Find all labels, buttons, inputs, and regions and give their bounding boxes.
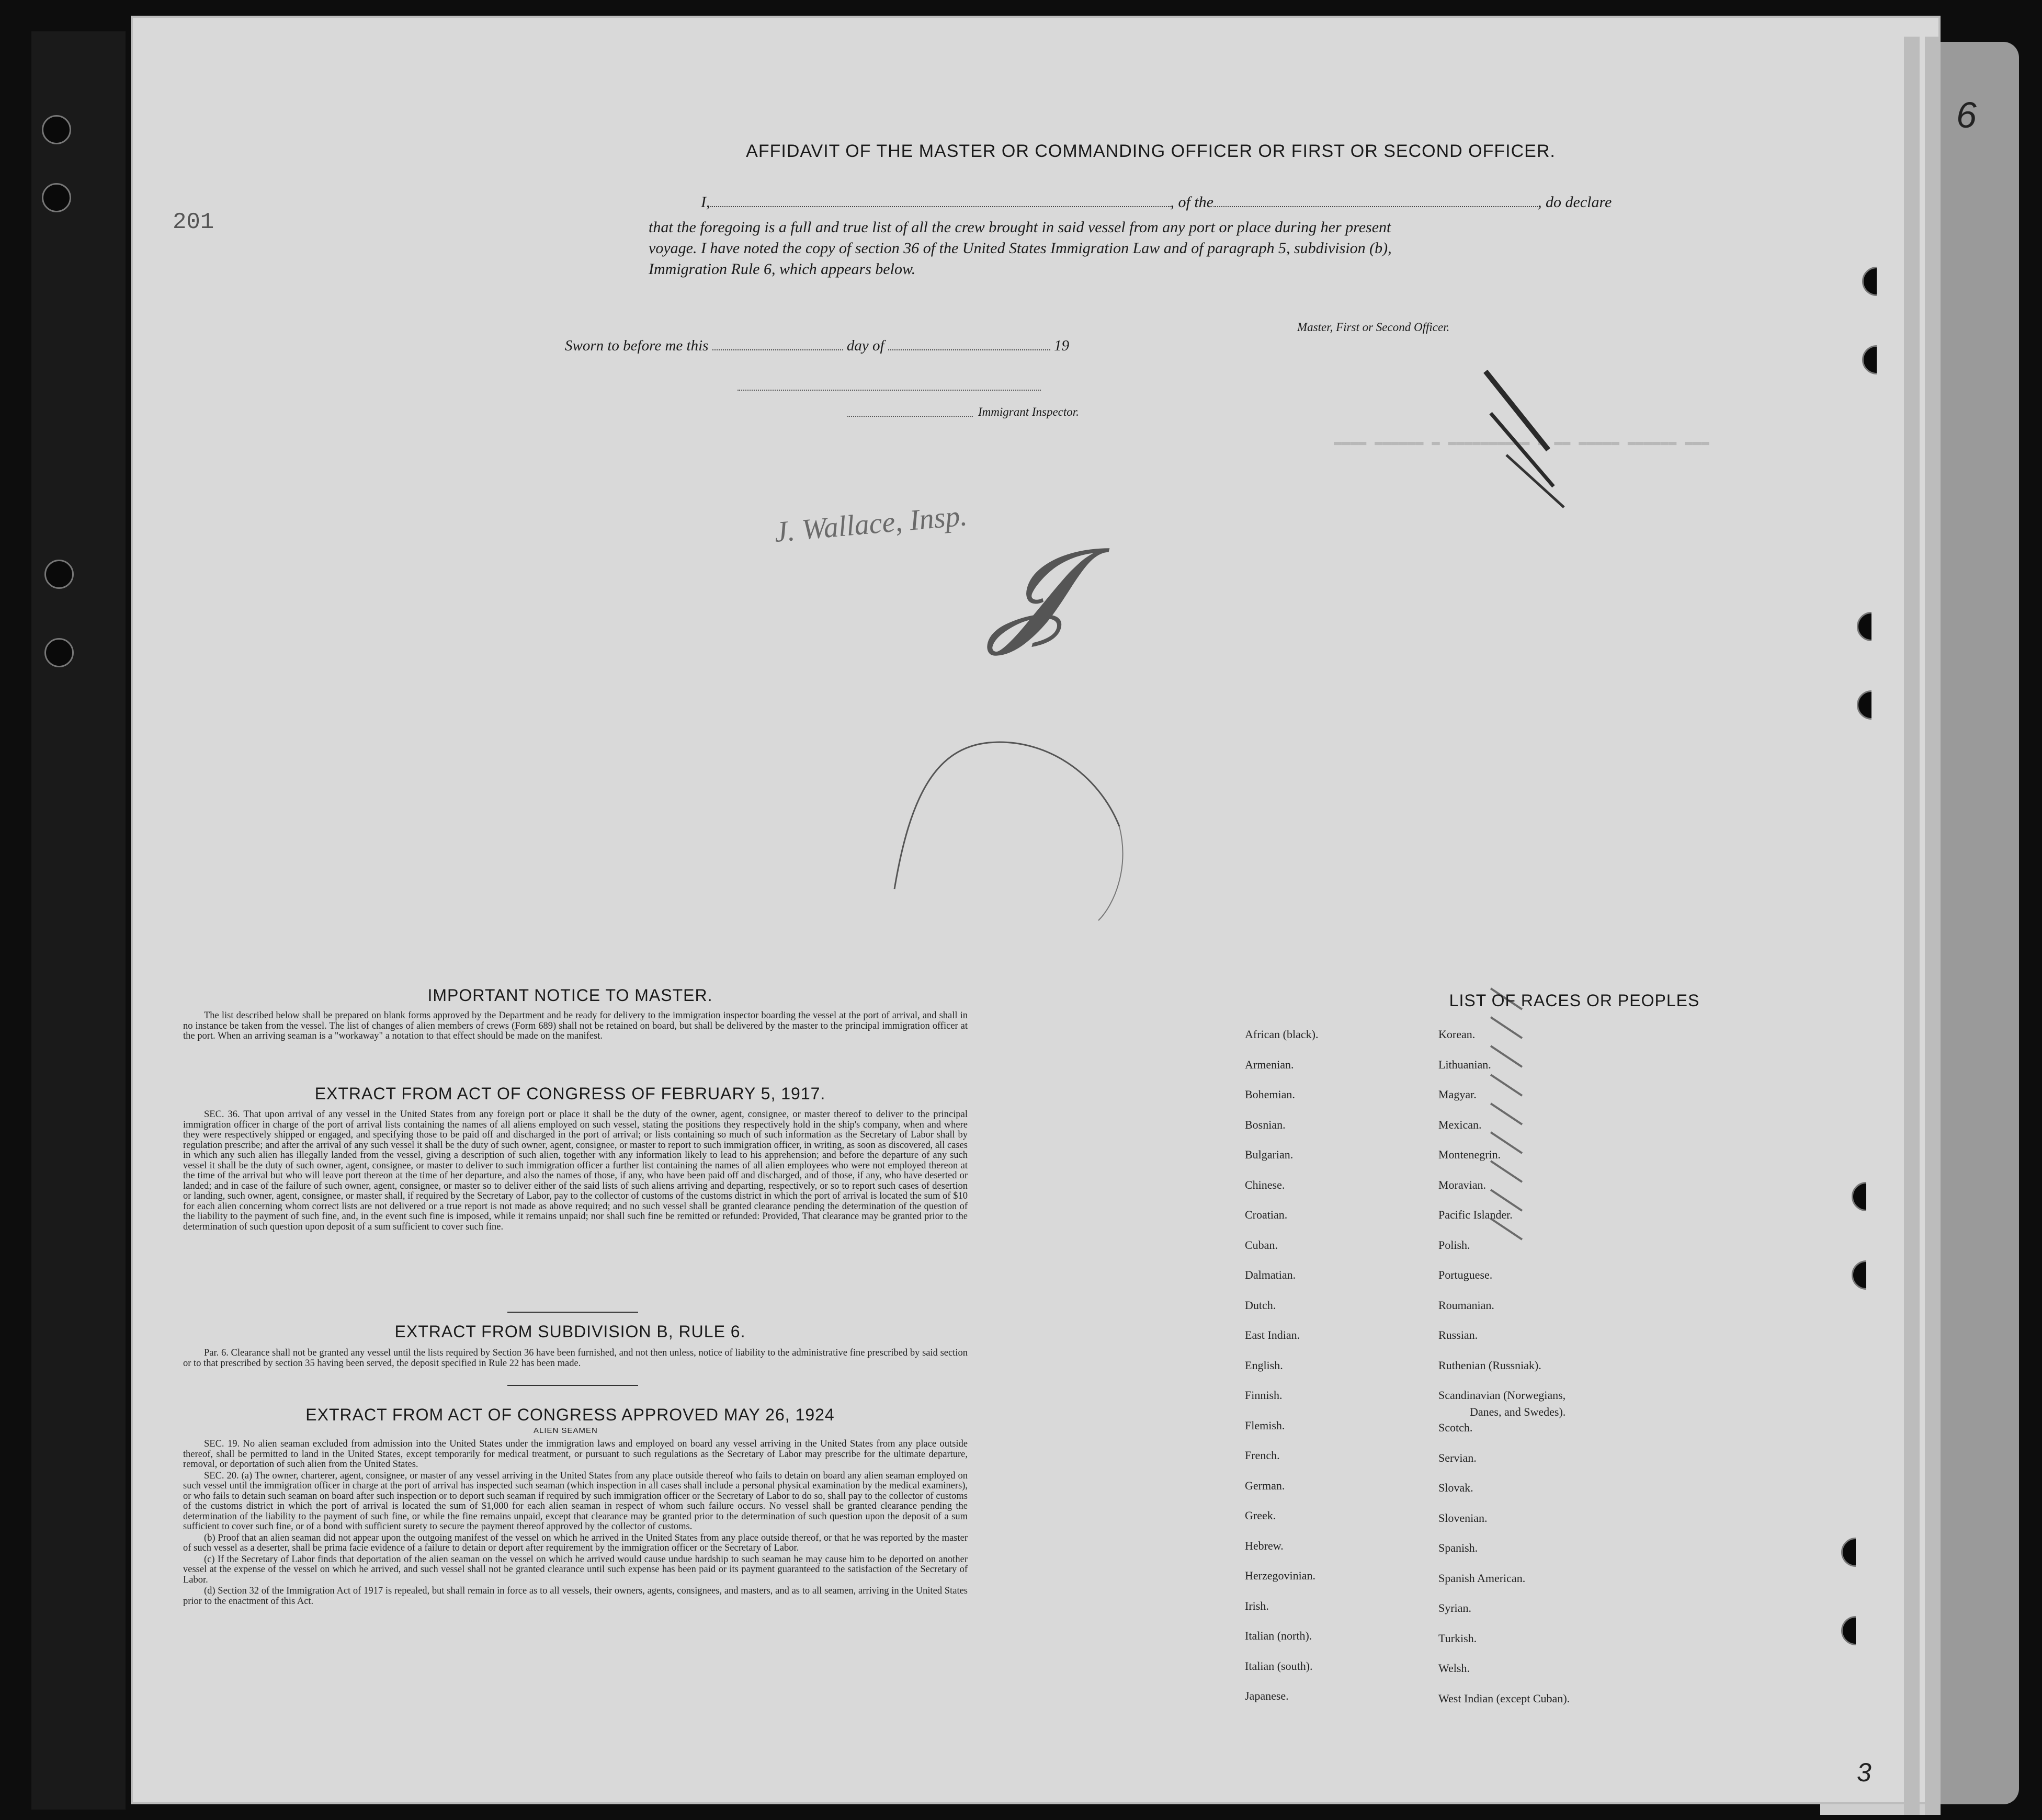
race-item: Slovak. (1438, 1481, 1473, 1495)
race-item: Spanish American. (1438, 1571, 1526, 1585)
act-1924-subtitle: ALIEN SEAMEN (534, 1426, 598, 1435)
race-item: Armenian. (1245, 1057, 1294, 1071)
race-item: East Indian. (1245, 1328, 1300, 1341)
race-item: Roumanian. (1438, 1298, 1494, 1312)
immigrant-inspector-label: Immigrant Inspector. (978, 405, 1079, 418)
pencil-loop-mark: 𝓙 (989, 527, 1068, 655)
race-item: Croatian. (1245, 1208, 1288, 1221)
affidavit-line-4: Immigration Rule 6, which appears below. (649, 260, 916, 278)
sworn-day-blank (712, 349, 843, 350)
corner-folio-number: 6 (1956, 95, 1977, 135)
race-item: Spanish. (1438, 1541, 1478, 1555)
page-edge (1904, 37, 1920, 1815)
master-signature-label: Master, First or Second Officer. (1297, 321, 1450, 334)
sworn-line (565, 337, 1069, 355)
document-page (131, 16, 1977, 1804)
inspector-line (847, 416, 973, 417)
race-item: Turkish. (1438, 1631, 1477, 1645)
race-item: Japanese. (1245, 1689, 1289, 1702)
binding-hole (1857, 612, 1886, 641)
affidavit-line-1 (649, 194, 1612, 211)
race-item: Greek. (1245, 1509, 1276, 1522)
race-item: Syrian. (1438, 1601, 1471, 1615)
extract-1917-paragraph: SEC. 36. That upon arrival of any vessel in the United States from any foreign port or place it shall be the duty of the owner, agent, consignee, or master thereof to deliver to the principal immigration officer in charge of the port of arrival lists containing the names of all aliens employed on such vessel, stating the positions they respectively hold in the ship's company, when and where they were respectively shipped or engaged, and specifying those to be paid off and discharged in the port of arrival; or lists containing so much of such information as the Secretary of Labor shall by regulation prescribe; and after the arrival of any such vessel it shall be the duty of such owner, agent, consignee, or master to report to such immigration officer, in writing, as soon as discovered, all cases in which any such alien has illegally landed from the vessel, giving a description of such alien, together with any information likely to lead to his apprehension; and before the departure of any such vessel it shall be the duty of such owner, agent, consignee, or master to deliver to such immigration officer a further list containing the names of all alien employees who were not employed thereon at the time of the arrival but who will leave port thereon at the time of her departure, and also the names of those, if any, who have been paid off and discharged, and of those, if any, who have deserted or landed; and in case of the failure of such owner, agent, consignee, or master so to deliver either of the said lists of such aliens arriving and departing, respectively, or so to report such cases of desertion or landing, such owner, agent, consignee, or master shall, if required by the Secretary of Labor, pay to the collector of customs of the customs district in which the port of arrival is located the sum of $10 for each alien concerning whom correct lists are not delivered or a true report is not made as above required; and no such vessel shall be granted clearance pending the determination of the question of the liability to the payment of such fine, and, in the event such fine is imposed, while it remains unpaid; nor shall such fine be remitted or refunded: Provided, That clearance may be granted prior to the determination of such question upon deposit of a sum sufficient to cover such fine. (183, 1109, 968, 1232)
binding-hole (1841, 1616, 1870, 1645)
page-edge (1925, 37, 1941, 1815)
race-item: Bulgarian. (1245, 1148, 1294, 1161)
act-1924-paragraph: SEC. 19. No alien seaman excluded from admission into the United States under the immigration laws and employed on board any vessel arriving in the United States from any place outside thereof, shall be permitted to land in the United States, except temporarily for medical treatment, or pursuant to such regulations as the Secretary of Labor may prescribe for the ultimate departure, removal, or deportation of such alien from the United States. (183, 1439, 968, 1470)
race-item: Finnish. (1245, 1389, 1283, 1402)
corner-folio-number-bottom: 3 (1857, 1758, 1871, 1787)
race-item: Scandinavian (Norwegians, (1438, 1389, 1566, 1402)
race-item: Flemish. (1245, 1418, 1285, 1432)
race-item: French. (1245, 1449, 1280, 1462)
signature-line (738, 390, 1041, 391)
margin-number: 201 (173, 209, 214, 235)
name-blank (710, 206, 1171, 207)
race-item: Ruthenian (Russniak). (1438, 1358, 1541, 1372)
act-1924-paragraph: SEC. 20. (a) The owner, charterer, agent, consignee, or master of any vessel arriving in the United States from any place outside thereof who fails to detain on board any alien seaman employed on such vessel until the immigration officer in charge at the port of arrival has inspected such seaman (which inspection in all cases shall include a personal physical examination by the medical examiners), or who fails to detain such seaman on board after such inspection or to deport such seaman if required by such immigration officer or the Secretary of Labor to do so, shall pay to the collector of customs of the customs district in which the port of arrival is located the sum of $1,000 for each alien seaman in respect of whom such failure occurs. No vessel shall be granted clearance pending the determination of the liability to the payment of such fine, or while the fine remains unpaid, except that clearance may be granted prior to the determination of such question upon the deposit of a sum sufficient to cover such fine, or of a bond with sufficient surety to secure the payment thereof approved by the collector of customs. (183, 1470, 968, 1532)
race-item: Pacific Islander. (1438, 1208, 1513, 1221)
sworn-month-blank (888, 349, 1050, 350)
binding-hole (1862, 345, 1891, 374)
race-item: Cuban. (1245, 1238, 1278, 1252)
section-divider (507, 1312, 638, 1313)
race-item: English. (1245, 1358, 1283, 1372)
race-item: Italian (south). (1245, 1659, 1313, 1673)
handwritten-signature: J. Wallace, Insp. (773, 499, 969, 549)
binding-hole (42, 183, 71, 212)
notice-paragraph: The list described below shall be prepared on blank forms approved by the Department and be ready for delivery to the immigration inspector boarding the vessel at the port of arrival, and shall in no instance be taken from the vessel. The list of changes of alien members of crews (Form 689) shall not be retained on board, but shall be delivered by the master to the principal immigration officer at the port. When an arriving seaman is a "workaway" a notation to that effect should be made on the manifest. (183, 1010, 968, 1041)
binding-hole (1841, 1538, 1870, 1567)
race-item: Lithuanian. (1438, 1057, 1491, 1071)
race-item: Danes, and Swedes). (1470, 1405, 1566, 1418)
race-item: Magyar. (1438, 1088, 1477, 1101)
affidavit-title: AFFIDAVIT OF THE MASTER OR COMMANDING OFFICER OR FIRST OR SECOND OFFICER. (746, 141, 1556, 161)
race-item: Dutch. (1245, 1298, 1276, 1312)
rule6-title: EXTRACT FROM SUBDIVISION B, RULE 6. (394, 1322, 746, 1341)
race-item: Italian (north). (1245, 1629, 1312, 1642)
extract-1917-body (183, 1110, 968, 1233)
affidavit-i: I, (701, 194, 710, 211)
affidavit-declare: , do declare (1538, 194, 1612, 211)
rule6-paragraph: Par. 6. Clearance shall not be granted any vessel until the lists required by Section 36 have been furnished, and not then unless, notice of liability to the administrative fine prescribed by said section or to that prescribed by section 35 having been served, the deposit specified in Rule 22 has been made. (183, 1348, 968, 1369)
act-1924-title: EXTRACT FROM ACT OF CONGRESS APPROVED MAY 26, 1924 (305, 1405, 835, 1424)
races-title: LIST OF RACES OR PEOPLES (1449, 991, 1700, 1010)
binding-hole (44, 560, 74, 589)
affidavit-of-the: , of the (1170, 194, 1213, 211)
race-item: German. (1245, 1478, 1285, 1492)
act-1924-body (183, 1439, 968, 1608)
act-1924-paragraph: (c) If the Secretary of Labor finds that deportation of the alien seaman on the vessel on which he arrived would cause undue hardship to such seaman he may cause him to be deported on another vessel at the expense of the vessel on which he arrived, and such vessel shall not be granted clearance until such expense has been paid or its payment guaranteed to the satisfaction of the Secretary of Labor. (183, 1554, 968, 1585)
race-item: Polish. (1438, 1238, 1470, 1252)
race-item: Bohemian. (1245, 1088, 1295, 1101)
race-item: Herzegovinian. (1245, 1569, 1315, 1582)
section-divider (507, 1385, 638, 1386)
affidavit-line-2: that the foregoing is a full and true list of all the crew brought in said vessel from any port or place during her present (649, 219, 1391, 236)
race-item: West Indian (except Cuban). (1438, 1691, 1570, 1705)
vessel-blank (1213, 206, 1538, 207)
race-item: Korean. (1438, 1028, 1476, 1041)
race-item: Russian. (1438, 1328, 1478, 1341)
race-item: Chinese. (1245, 1178, 1285, 1191)
race-item: Servian. (1438, 1451, 1477, 1464)
sworn-year: 19 (1054, 337, 1070, 354)
binding-hole (1857, 690, 1886, 720)
binding-hole (42, 115, 71, 144)
race-item: Moravian. (1438, 1178, 1487, 1191)
race-item: Scotch. (1438, 1421, 1473, 1435)
sworn-text: Sworn to before me this (565, 337, 709, 354)
race-item: Hebrew. (1245, 1539, 1284, 1552)
notice-title: IMPORTANT NOTICE TO MASTER. (427, 986, 713, 1005)
notice-body (183, 1011, 968, 1043)
race-item: Portuguese. (1438, 1268, 1493, 1281)
pencil-sketch (889, 732, 1308, 1046)
binding-hole (1852, 1260, 1881, 1290)
binding-hole (44, 638, 74, 667)
race-item: Dalmatian. (1245, 1268, 1296, 1281)
race-item: African (black). (1245, 1028, 1319, 1041)
binding-hole (1862, 267, 1891, 296)
act-1924-paragraph: (b) Proof that an alien seaman did not appear upon the outgoing manifest of the vessel on which he arrived in the United States from any place outside thereof, or that he was reported by the master of such vessel as a deserter, shall be prima facie evidence of a failure to detain or deport after requirement by the immigration officer or the Secretary of Labor. (183, 1532, 968, 1553)
race-item: Slovenian. (1438, 1511, 1488, 1525)
race-item: Mexican. (1438, 1118, 1482, 1131)
race-item: Montenegrin. (1438, 1148, 1501, 1161)
race-item: Irish. (1245, 1599, 1269, 1612)
binding-hole (1852, 1182, 1881, 1211)
rule6-body (183, 1348, 968, 1370)
sworn-day-of: day of (846, 337, 884, 354)
bleed-through-text: ▬▬▬▬ ▬▬▬▬▬▬ ▬ ▬▬▬▬▬▬▬▬▬▬ ▬ ▬▬ ▬▬▬▬▬ ▬▬▬▬▬▬ ▬▬▬ (1334, 434, 1709, 450)
left-margin-strip (31, 31, 126, 1810)
act-1924-paragraph: (d) Section 32 of the Immigration Act of 1917 is repealed, but shall remain in force as to all vessels, their owners, agents, consignees, and masters, and as to all seamen, arriving in the United States prior to the enactment of this Act. (183, 1586, 968, 1607)
affidavit-line-3: voyage. I have noted the copy of section 36 of the United States Immigration Law and of paragraph 5, subdivision (b), (649, 240, 1392, 257)
race-item: Bosnian. (1245, 1118, 1286, 1131)
extract-1917-title: EXTRACT FROM ACT OF CONGRESS OF FEBRUARY 5, 1917. (314, 1084, 826, 1103)
race-item: Welsh. (1438, 1662, 1470, 1675)
